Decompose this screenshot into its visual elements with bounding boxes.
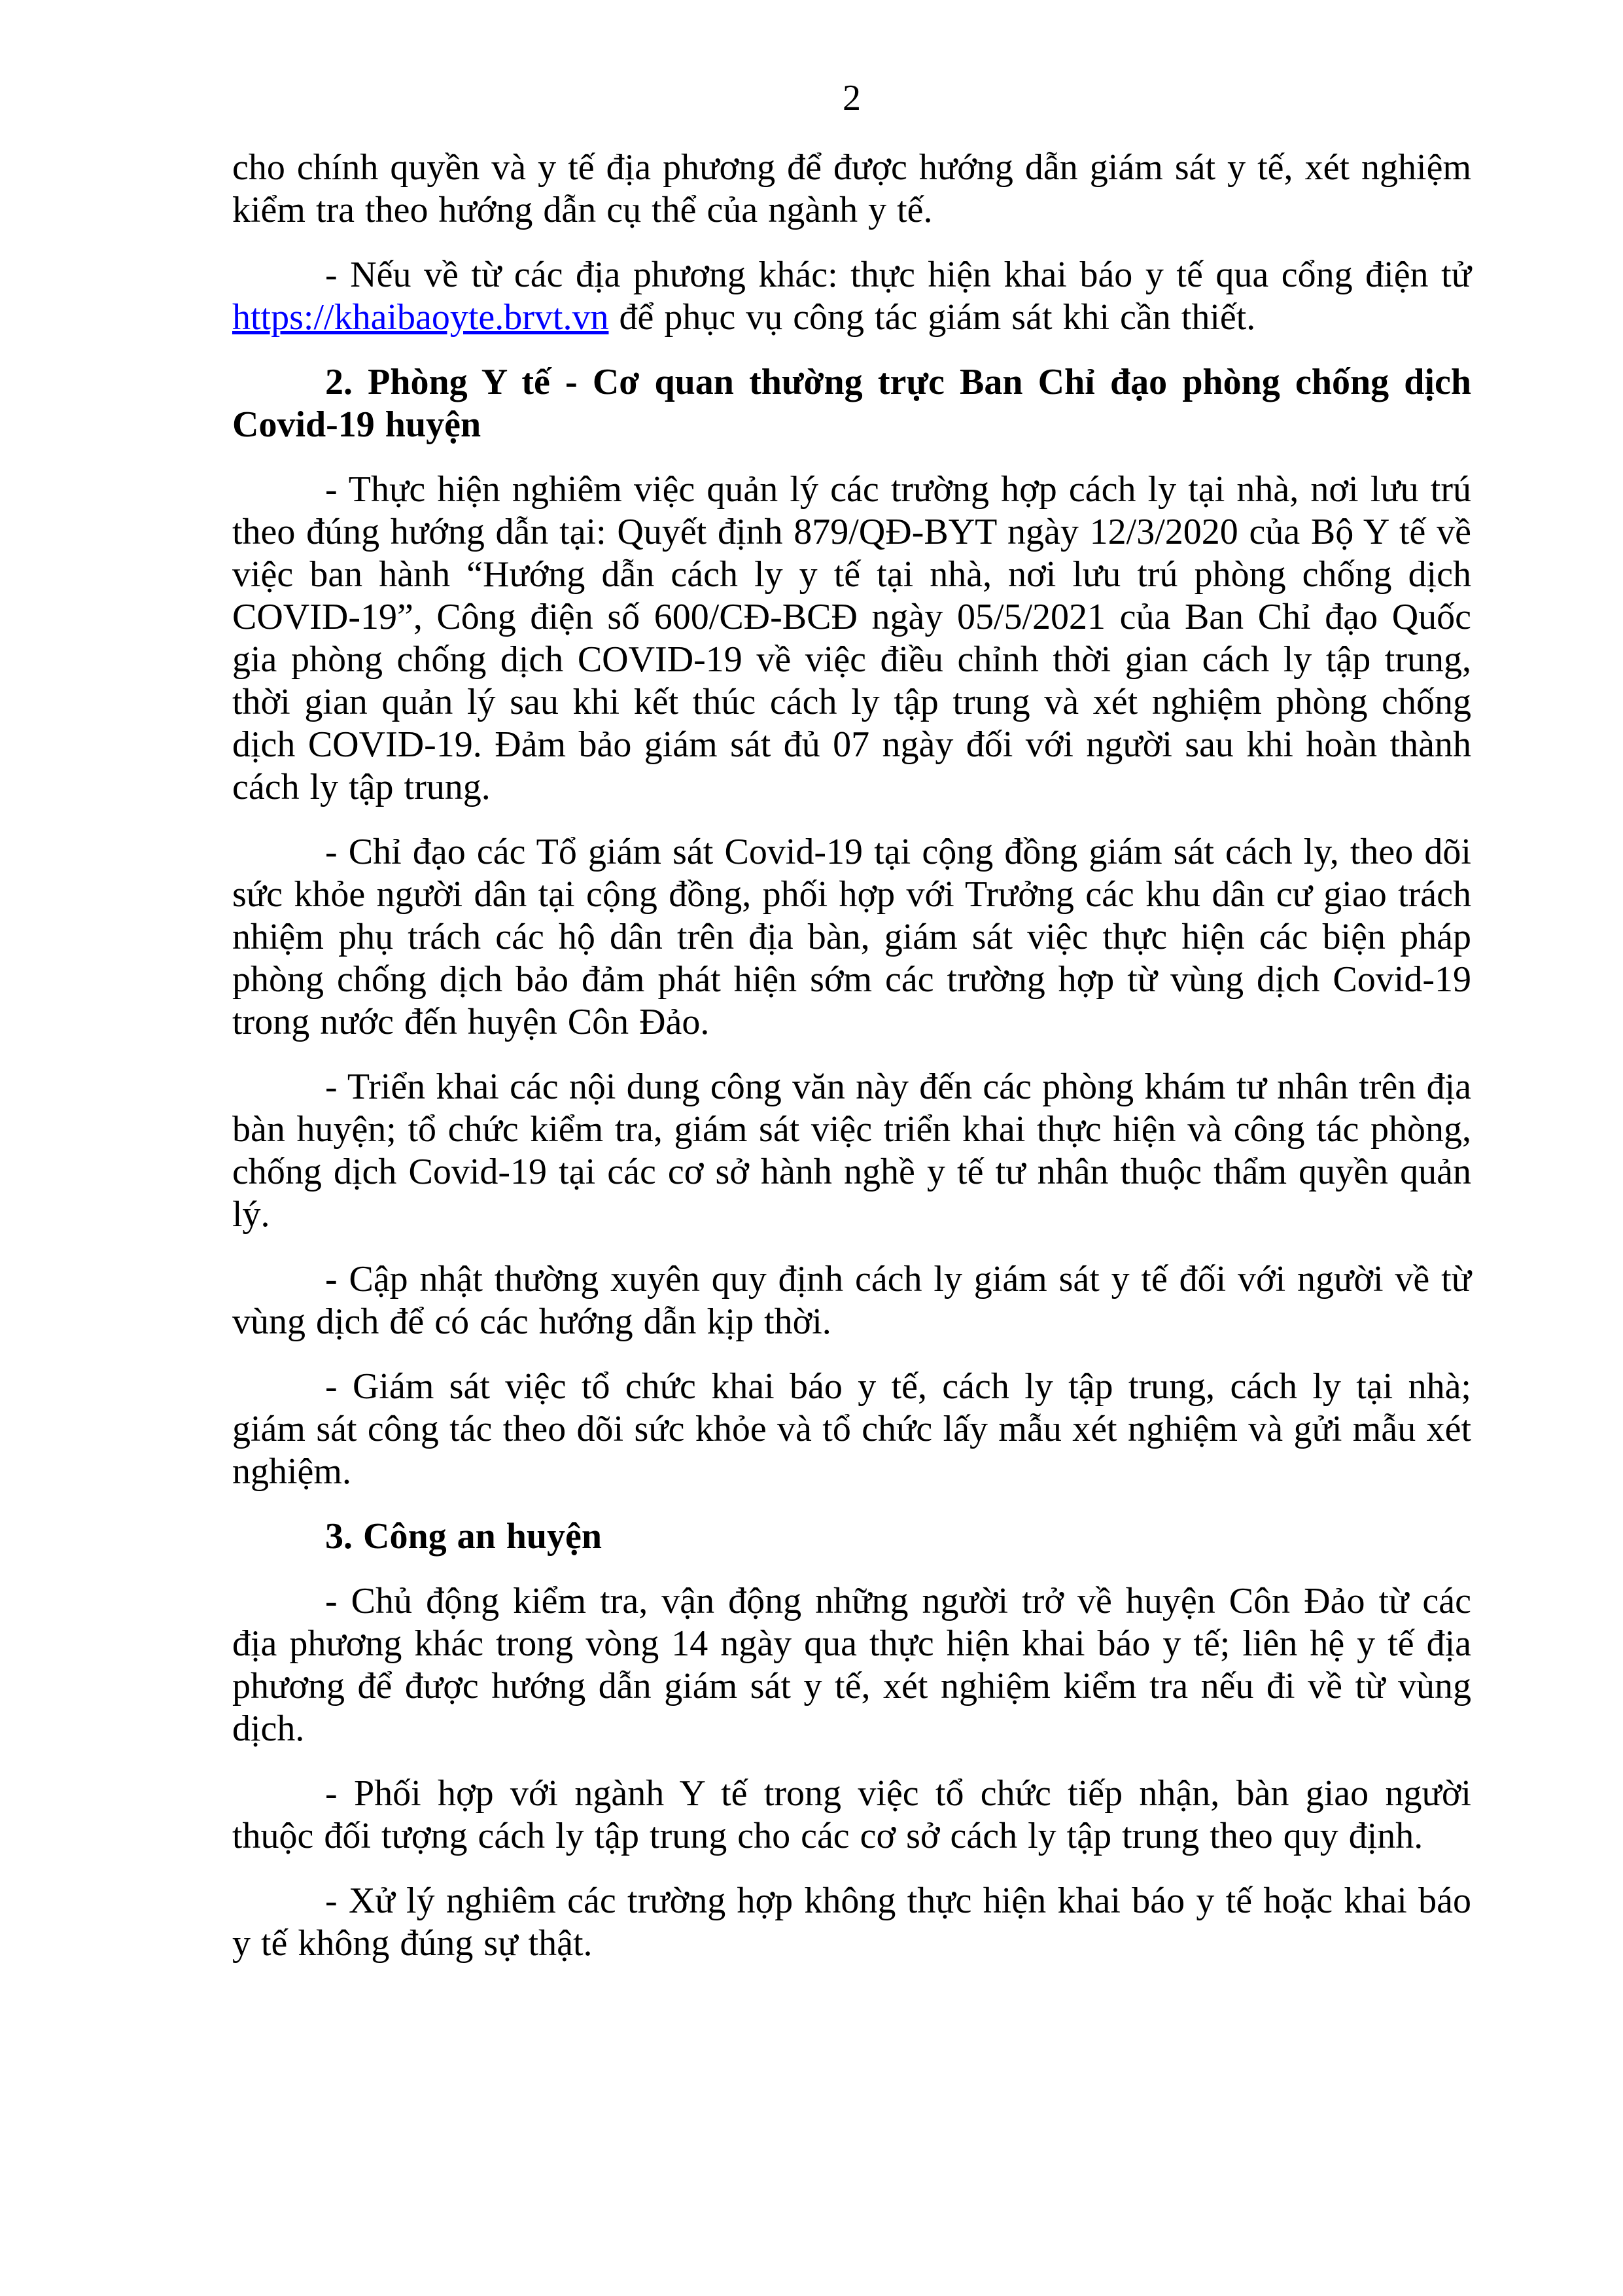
khaibaoyte-link[interactable]: https://khaibaoyte.brvt.vn [232,297,609,338]
paragraph-trien-khai-noi-dung-cong-van: - Triển khai các nội dung công văn này đến các phòng khám tư nhân trên địa bàn huyện; tổ chức kiểm tra, giám sát việc triển khai thực hiện và công tác phòng, chống dịch Covid-19 tại các cơ sở hành nghề y tế tư nhân thuộc thẩm quyền quản lý. [232,1067,1471,1235]
paragraph-xu-ly-nghiem: - Xử lý nghiêm các trường hợp không thực hiện khai báo y tế hoặc khai báo y tế không đúng sự thật. [232,1881,1471,1964]
paragraph-text-after-link: để phục vụ công tác giám sát khi cần thiết. [608,297,1256,338]
paragraph-giam-sat-khai-bao-y-te: - Giám sát việc tổ chức khai báo y tế, cách ly tập trung, cách ly tại nhà; giám sát công tác theo dõi sức khỏe và tổ chức lấy mẫu xét nghiệm và gửi mẫu xét nghiệm. [232,1366,1471,1492]
heading-section-2-phong-y-te: 2. Phòng Y tế - Cơ quan thường trực Ban Chỉ đạo phòng chống dịch Covid-19 huyện [232,362,1471,445]
paragraph-chi-dao-to-giam-sat-covid: - Chỉ đạo các Tổ giám sát Covid-19 tại cộng đồng giám sát cách ly, theo dõi sức khỏe người dân tại cộng đồng, phối hợp với Trưởng các khu dân cư giao trách nhiệm phụ trách các hộ dân trên địa bàn, giám sát việc thực hiện các biện pháp phòng chống dịch bảo đảm phát hiện sớm các trường hợp từ vùng dịch Covid-19 trong nước đến huyện Côn Đảo. [232,832,1471,1042]
paragraph-continuation-intro: cho chính quyền và y tế địa phương để được hướng dẫn giám sát y tế, xét nghiệm kiểm tra theo hướng dẫn cụ thể của ngành y tế. [232,147,1471,230]
paragraph-chu-dong-kiem-tra-van-dong: - Chủ động kiểm tra, vận động những người trở về huyện Côn Đảo từ các địa phương khác trong vòng 14 ngày qua thực hiện khai báo y tế; liên hệ y tế địa phương để được hướng dẫn giám sát y tế, xét nghiệm kiểm tra nếu đi về từ vùng dịch. [232,1581,1471,1749]
paragraph-cap-nhat-quy-dinh-cach-ly: - Cập nhật thường xuyên quy định cách ly giám sát y tế đối với người về từ vùng dịch để có các hướng dẫn kịp thời. [232,1259,1471,1342]
paragraph-thuc-hien-nghiem-quan-ly-cach-ly: - Thực hiện nghiêm việc quản lý các trường hợp cách ly tại nhà, nơi lưu trú theo đúng hướng dẫn tại: Quyết định 879/QĐ-BYT ngày 12/3/2020 của Bộ Y tế về việc ban hành “Hướng dẫn cách ly y tế tại nhà, nơi lưu trú phòng chống dịch COVID-19”, Công điện số 600/CĐ-BCĐ ngày 05/5/2021 của Ban Chỉ đạo Quốc gia phòng chống dịch COVID-19 về việc điều chỉnh thời gian cách ly tập trung, thời gian quản lý sau khi kết thúc cách ly tập trung và xét nghiệm phòng chống dịch COVID-19. Đảm bảo giám sát đủ 07 ngày đối với người sau khi hoàn thành cách ly tập trung. [232,469,1471,807]
heading-section-3-cong-an-huyen: 3. Công an huyện [325,1516,602,1557]
paragraph-khai-bao-y-te [232,254,1471,339]
paragraph-phoi-hop-nganh-y-te: - Phối hợp với ngành Y tế trong việc tổ chức tiếp nhận, bàn giao người thuộc đối tượng cách ly tập trung cho các cơ sở cách ly tập trung theo quy định. [232,1773,1471,1856]
paragraph-text-before-link: - Nếu về từ các địa phương khác: thực hiện khai báo y tế qua cổng điện tử [325,255,1471,295]
page-number: 2 [843,78,861,118]
